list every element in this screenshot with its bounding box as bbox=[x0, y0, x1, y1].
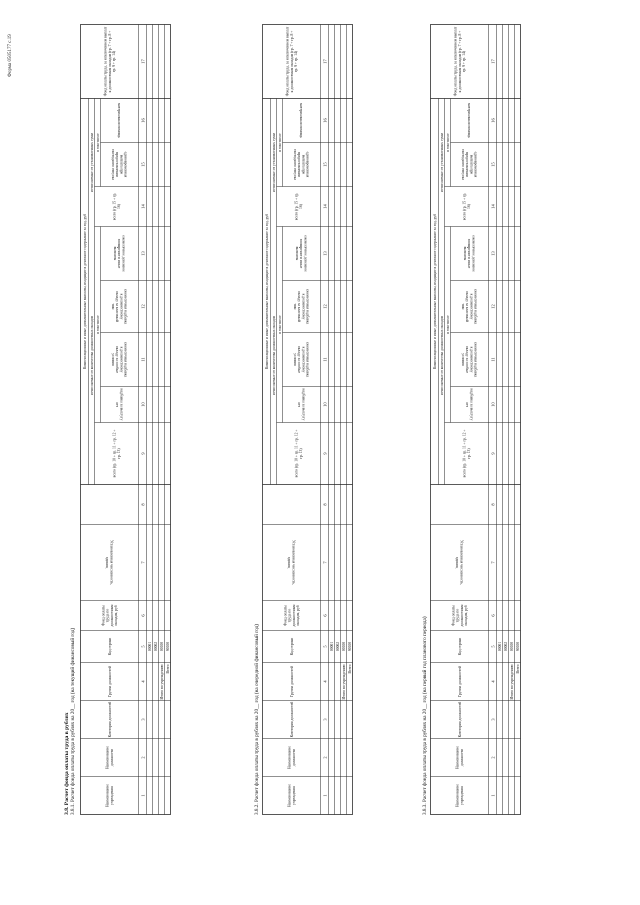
column-number: 7 bbox=[140, 561, 146, 564]
svg-text:всего (гр. 10 + гр. 11 + гр. 1: всего (гр. 10 + гр. 11 + гр. 12 +гр. 13) bbox=[294, 429, 303, 478]
column-number: 9 bbox=[490, 452, 496, 455]
header-col16 bbox=[299, 103, 303, 138]
header-fot bbox=[104, 26, 116, 96]
header-col12 bbox=[111, 289, 128, 325]
svg-text:Код строки: Код строки bbox=[107, 637, 112, 656]
table-border bbox=[81, 25, 171, 815]
header-col13 bbox=[463, 235, 475, 272]
svg-text:Фонд оплаты труда, за исключен: Фонд оплаты труда, за исключением выплатк должностным окладам (гр. 7 + гр. 8 +гр. 9 + гр. 14) bbox=[453, 26, 466, 97]
svg-text:исчисляемые от количества долж: исчисляемые от количества должностных окладов bbox=[89, 315, 94, 396]
header-col12 bbox=[293, 289, 310, 325]
svg-text:в том числе: в том числе bbox=[95, 315, 100, 334]
column-number: 8 bbox=[490, 503, 496, 506]
header-group-sub bbox=[440, 316, 444, 395]
header-category bbox=[108, 702, 112, 738]
column-number: 4 bbox=[322, 680, 328, 683]
row-code: 00100 bbox=[160, 641, 165, 652]
header-code bbox=[458, 638, 462, 656]
salary-fund-table bbox=[80, 24, 171, 815]
svg-text:всего (гр. 15 + гр.16): всего (гр. 15 + гр.16) bbox=[462, 192, 471, 221]
header-fot bbox=[286, 26, 298, 96]
column-number: 1 bbox=[140, 794, 146, 797]
svg-text:ежемесячная надбавкак должност: ежемесячная надбавкак должностномуокладу за особыеусловия bbox=[460, 341, 478, 378]
svg-text:Установленная численность,един: Установленная численность,единиц bbox=[287, 540, 296, 585]
header-col10 bbox=[297, 389, 305, 421]
column-number: 14 bbox=[140, 204, 146, 209]
svg-text:Код строки: Код строки bbox=[457, 637, 462, 656]
header-col15 bbox=[293, 149, 310, 180]
table-border bbox=[431, 25, 521, 815]
header-salary-fund bbox=[452, 604, 470, 627]
row-code: 00100 bbox=[510, 641, 515, 652]
header-vsego-a bbox=[295, 430, 303, 478]
column-number: 6 bbox=[490, 614, 496, 617]
table-border bbox=[263, 25, 353, 815]
header-v-tom-chisle bbox=[446, 315, 450, 334]
header-group-sub bbox=[90, 316, 94, 395]
svg-text:Фонд оплатытруда подолжностным: Фонд оплатытруда подолжностнымокладам, руб bbox=[451, 604, 469, 627]
header-group bbox=[290, 666, 294, 697]
svg-text:всего (гр. 15 + гр.16): всего (гр. 15 + гр.16) bbox=[294, 192, 303, 221]
column-number: 1 bbox=[322, 794, 328, 797]
svg-text:исчисляемые от количества долж: исчисляемые от количества должностных окладов bbox=[439, 315, 444, 396]
header-staff-count bbox=[105, 540, 113, 585]
svg-text:исчисляемые от количества долж: исчисляемые от количества должностных окладов bbox=[271, 315, 276, 396]
column-number: 1 bbox=[490, 794, 496, 797]
svg-text:Наименованиеучреждения: Наименованиеучреждения bbox=[287, 784, 296, 807]
column-number: 12 bbox=[140, 304, 146, 309]
header-col12 bbox=[461, 289, 478, 325]
column-number: 17 bbox=[322, 59, 328, 64]
header-col15 bbox=[461, 149, 478, 180]
column-number: 15 bbox=[322, 162, 328, 167]
svg-text:Код строки: Код строки bbox=[289, 637, 294, 656]
svg-text:Группа должностей: Группа должностей bbox=[107, 666, 112, 697]
column-number: 11 bbox=[140, 357, 146, 362]
table-title: 3.8.3. Расчет фонда оплаты труда в рублях на 20__ год (на первый год планового периода) bbox=[422, 616, 428, 815]
header-org bbox=[288, 784, 296, 807]
svg-text:материальная помощь: материальная помощь bbox=[299, 103, 304, 138]
row-code: 90100 bbox=[516, 641, 521, 652]
svg-text:Наименованиеучреждения: Наименованиеучреждения bbox=[105, 784, 114, 807]
column-number: 9 bbox=[140, 452, 146, 455]
column-number: 10 bbox=[490, 402, 496, 407]
header-v-tom-chisle-2 bbox=[446, 133, 450, 152]
column-number: 4 bbox=[140, 680, 146, 683]
svg-text:ежемесячная надбавкак должност: ежемесячная надбавкак должностномуокладу за классныйчин bbox=[110, 288, 128, 325]
column-number: 3 bbox=[490, 718, 496, 721]
column-number: 11 bbox=[322, 357, 328, 362]
svg-text:Категория должностей: Категория должностей bbox=[289, 701, 294, 738]
svg-text:всего (гр. 10 + гр. 11 + гр. 1: всего (гр. 10 + гр. 11 + гр. 12 +гр. 13) bbox=[462, 429, 471, 478]
header-fot bbox=[454, 26, 466, 96]
row-code: 00001 bbox=[498, 641, 503, 652]
column-number: 16 bbox=[322, 118, 328, 123]
header-vsego-b bbox=[295, 193, 303, 221]
column-number: 12 bbox=[322, 304, 328, 309]
header-col11 bbox=[111, 342, 128, 378]
header-org bbox=[106, 784, 114, 807]
header-group bbox=[108, 666, 112, 697]
svg-text:в том числе: в том числе bbox=[277, 315, 282, 334]
column-number: 5 bbox=[322, 645, 328, 648]
column-number: 6 bbox=[140, 614, 146, 617]
header-col13 bbox=[295, 235, 307, 272]
svg-text:в том числе: в том числе bbox=[445, 133, 450, 152]
header-group2 bbox=[440, 132, 444, 192]
grand-total-label: Всего bbox=[348, 664, 353, 674]
header-vsego-b bbox=[113, 193, 121, 221]
column-number: 13 bbox=[490, 251, 496, 256]
svg-text:Установленная численность,един: Установленная численность,единиц bbox=[455, 540, 464, 585]
salary-fund-table bbox=[430, 24, 521, 815]
column-number: 7 bbox=[322, 561, 328, 564]
column-number: 5 bbox=[490, 645, 496, 648]
column-number: 9 bbox=[322, 452, 328, 455]
svg-text:ежемесячная надбавкак должност: ежемесячная надбавкак должностномуокладу за классныйчин bbox=[292, 288, 310, 325]
header-group-sub bbox=[272, 316, 276, 395]
header-col11 bbox=[461, 342, 478, 378]
column-number: 10 bbox=[140, 402, 146, 407]
grand-total-label: Всего bbox=[166, 664, 171, 674]
svg-text:Фонд оплаты труда, за исключен: Фонд оплаты труда, за исключением выплатк должностным окладам (гр. 7 + гр. 8 +гр. 9 + гр. 14) bbox=[285, 26, 298, 97]
row-code: 00002 bbox=[336, 641, 341, 652]
column-number: 14 bbox=[490, 204, 496, 209]
column-number: 4 bbox=[490, 680, 496, 683]
svg-text:в том числе: в том числе bbox=[95, 133, 100, 152]
svg-text:Наименованиедолжности: Наименованиедолжности bbox=[455, 746, 464, 769]
header-category bbox=[290, 702, 294, 738]
svg-text:ежемесячная надбавкак должност: ежемесячная надбавкак должностномуокладу за особыеусловия bbox=[110, 341, 128, 378]
column-number: 16 bbox=[140, 118, 146, 123]
header-group-title bbox=[265, 214, 270, 369]
svg-text:ежемесячная надбавкак должност: ежемесячная надбавкак должностномуокладу за классныйчин bbox=[460, 288, 478, 325]
svg-text:надбавка за выслугулет: надбавка за выслугулет bbox=[465, 388, 474, 421]
column-number: 2 bbox=[322, 756, 328, 759]
column-number: 15 bbox=[490, 162, 496, 167]
svg-text:ежемесячное денежноепоощрение: ежемесячное денежноепоощрение и иныевыплаты bbox=[113, 235, 126, 272]
svg-text:Наименованиедолжности: Наименованиедолжности bbox=[105, 746, 114, 769]
header-group-title bbox=[83, 214, 88, 369]
svg-text:Группа должностей: Группа должностей bbox=[289, 666, 294, 697]
svg-text:Наименованиедолжности: Наименованиедолжности bbox=[287, 746, 296, 769]
column-number: 13 bbox=[140, 251, 146, 256]
column-number: 2 bbox=[490, 756, 496, 759]
section-heading: 3.8. Расчет фонда оплаты труда в рублях bbox=[64, 712, 70, 815]
svg-text:Компенсационные и иные дополни: Компенсационные и иные дополнительные выплаты, входящие в денежное содержание за год, руб bbox=[82, 213, 87, 370]
header-v-tom-chisle-2 bbox=[278, 133, 282, 152]
header-group-title bbox=[433, 214, 438, 369]
row-code: 00001 bbox=[148, 641, 153, 652]
form-code: Форма 0505177 с.19 bbox=[8, 34, 13, 77]
svg-text:исчисляемые от установленных с: исчисляемые от установленных сумм bbox=[439, 133, 444, 192]
header-staff-count bbox=[287, 540, 295, 585]
svg-text:Фонд оплатытруда подолжностным: Фонд оплатытруда подолжностнымокладам, руб bbox=[101, 604, 119, 627]
column-number: 10 bbox=[322, 402, 328, 407]
column-number: 6 bbox=[322, 614, 328, 617]
column-number: 3 bbox=[322, 718, 328, 721]
header-code bbox=[108, 638, 112, 656]
header-salary-fund bbox=[284, 604, 302, 627]
svg-text:исчисляемые от установленных с: исчисляемые от установленных сумм bbox=[271, 133, 276, 192]
header-code bbox=[290, 638, 294, 656]
column-number: 12 bbox=[490, 304, 496, 309]
table-title: 3.8.1. Расчет фонда оплаты труда в рублях на 20__ год (на текущий финансовый год) bbox=[70, 627, 76, 815]
svg-text:материальная помощь: материальная помощь bbox=[467, 103, 472, 138]
grand-total-label: Всего bbox=[516, 664, 521, 674]
svg-text:Фонд оплаты труда, за исключен: Фонд оплаты труда, за исключением выплатк должностным окладам (гр. 7 + гр. 8 +гр. 9 + гр. 14) bbox=[103, 26, 116, 97]
header-category bbox=[458, 702, 462, 738]
header-org bbox=[456, 784, 464, 807]
svg-text:всего (гр. 10 + гр. 11 + гр. 1: всего (гр. 10 + гр. 11 + гр. 12 +гр. 13) bbox=[112, 429, 121, 478]
header-salary-fund bbox=[102, 604, 120, 627]
header-v-tom-chisle bbox=[96, 315, 100, 334]
header-group bbox=[458, 666, 462, 697]
header-vsego-b bbox=[463, 193, 471, 221]
column-number: 5 bbox=[140, 645, 146, 648]
svg-text:всего (гр. 15 + гр.16): всего (гр. 15 + гр.16) bbox=[112, 192, 121, 221]
header-position bbox=[106, 746, 114, 769]
table-title: 3.8.2. Расчет фонда оплаты труда в рублях на 20__ год (на очередной финансовый год) bbox=[254, 623, 260, 815]
total-institution-label: Итого по учреждению bbox=[160, 664, 165, 700]
svg-text:Фонд оплатытруда подолжностным: Фонд оплатытруда подолжностнымокладам, руб bbox=[283, 604, 301, 627]
header-col15 bbox=[111, 149, 128, 180]
row-code: 00002 bbox=[154, 641, 159, 652]
header-staff-count bbox=[455, 540, 463, 585]
svg-text:Установленная численность,един: Установленная численность,единиц bbox=[105, 540, 114, 585]
row-code: 00002 bbox=[504, 641, 509, 652]
svg-text:Компенсационные и иные дополни: Компенсационные и иные дополнительные выплаты, входящие в денежное содержание за год, руб bbox=[264, 213, 269, 370]
svg-text:исчисляемые от установленных с: исчисляемые от установленных сумм bbox=[89, 133, 94, 192]
header-group2 bbox=[90, 132, 94, 192]
column-number: 8 bbox=[140, 503, 146, 506]
svg-text:материальная помощь: материальная помощь bbox=[117, 103, 122, 138]
row-code: 90100 bbox=[166, 641, 171, 652]
svg-text:единовременнаявыплата припредо: единовременнаявыплата припредоставленииежегодного отпуска bbox=[460, 148, 478, 181]
salary-fund-table bbox=[262, 24, 353, 815]
header-col16 bbox=[117, 103, 121, 138]
svg-text:единовременнаявыплата припредо: единовременнаявыплата припредоставленииежегодного отпуска bbox=[110, 148, 128, 181]
header-vsego-a bbox=[113, 430, 121, 478]
header-position bbox=[288, 746, 296, 769]
column-number: 2 bbox=[140, 756, 146, 759]
header-v-tom-chisle bbox=[278, 315, 282, 334]
svg-text:Группа должностей: Группа должностей bbox=[457, 666, 462, 697]
svg-text:Компенсационные и иные дополни: Компенсационные и иные дополнительные выплаты, входящие в денежное содержание за год, руб bbox=[432, 213, 437, 370]
column-number: 14 bbox=[322, 204, 328, 209]
svg-text:Наименованиеучреждения: Наименованиеучреждения bbox=[455, 784, 464, 807]
column-number: 13 bbox=[322, 251, 328, 256]
row-code: 00001 bbox=[330, 641, 335, 652]
header-col10 bbox=[465, 389, 473, 421]
svg-text:надбавка за выслугулет: надбавка за выслугулет bbox=[297, 388, 306, 421]
header-position bbox=[456, 746, 464, 769]
header-v-tom-chisle-2 bbox=[96, 133, 100, 152]
row-code: 00100 bbox=[342, 641, 347, 652]
column-number: 7 bbox=[490, 561, 496, 564]
svg-text:ежемесячное денежноепоощрение: ежемесячное денежноепоощрение и иныевыплаты bbox=[295, 235, 308, 272]
header-col10 bbox=[115, 389, 123, 421]
svg-text:в том числе: в том числе bbox=[277, 133, 282, 152]
svg-text:единовременнаявыплата припредо: единовременнаявыплата припредоставленииежегодного отпуска bbox=[292, 148, 310, 181]
header-group2 bbox=[272, 132, 276, 192]
svg-text:Категория должностей: Категория должностей bbox=[457, 701, 462, 738]
total-institution-label: Итого по учреждению bbox=[342, 664, 347, 700]
row-code: 90100 bbox=[348, 641, 353, 652]
header-col11 bbox=[293, 342, 310, 378]
column-number: 16 bbox=[490, 118, 496, 123]
column-number: 17 bbox=[490, 59, 496, 64]
header-vsego-a bbox=[463, 430, 471, 478]
svg-text:Категория должностей: Категория должностей bbox=[107, 701, 112, 738]
column-number: 8 bbox=[322, 503, 328, 506]
column-number: 15 bbox=[140, 162, 146, 167]
header-col13 bbox=[113, 235, 125, 272]
svg-text:ежемесячная надбавкак должност: ежемесячная надбавкак должностномуокладу за особыеусловия bbox=[292, 341, 310, 378]
column-number: 17 bbox=[140, 59, 146, 64]
column-number: 3 bbox=[140, 718, 146, 721]
svg-text:ежемесячное денежноепоощрение: ежемесячное денежноепоощрение и иныевыплаты bbox=[463, 235, 476, 272]
column-number: 11 bbox=[490, 357, 496, 362]
svg-text:в том числе: в том числе bbox=[445, 315, 450, 334]
total-institution-label: Итого по учреждению bbox=[510, 664, 515, 700]
svg-text:надбавка за выслугулет: надбавка за выслугулет bbox=[115, 388, 124, 421]
header-col16 bbox=[467, 103, 471, 138]
